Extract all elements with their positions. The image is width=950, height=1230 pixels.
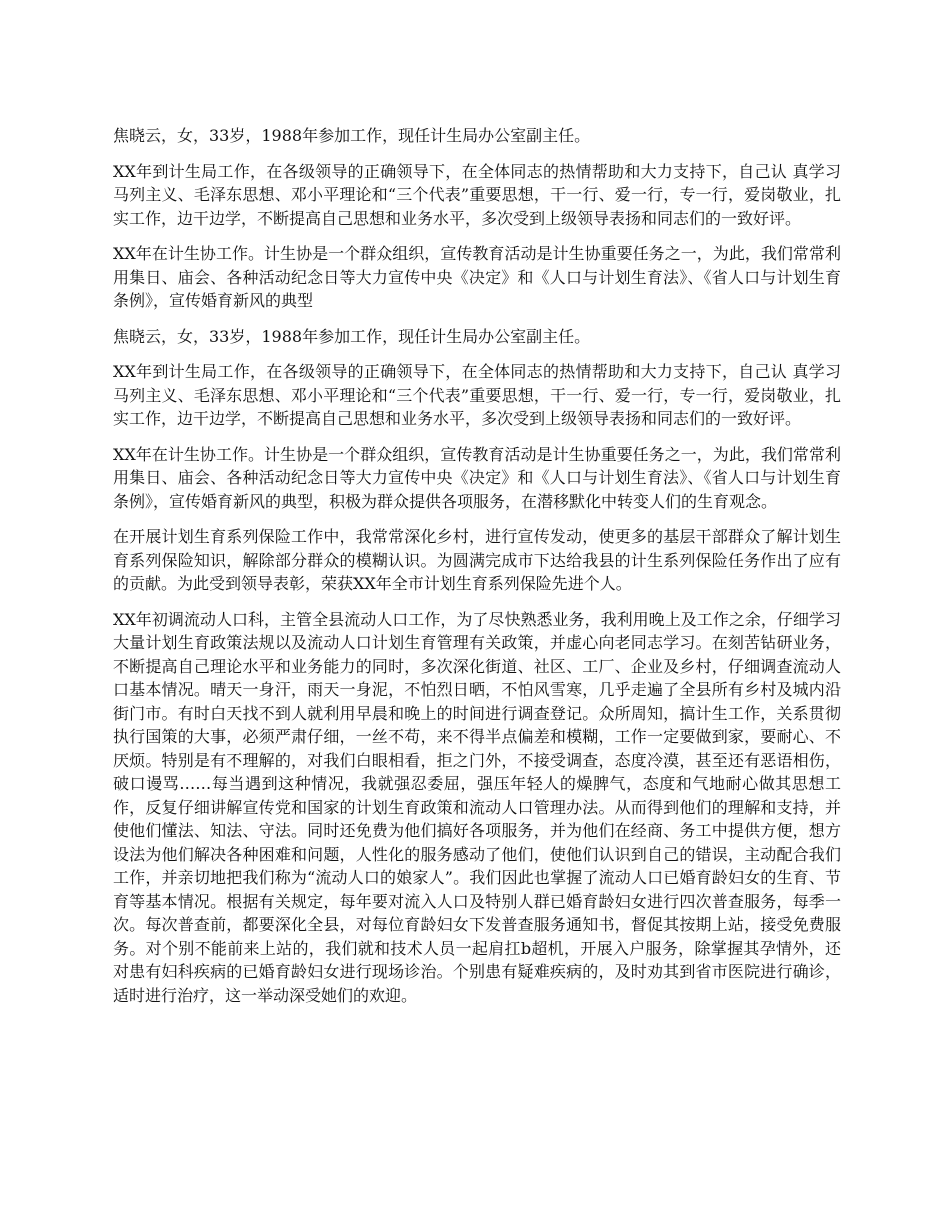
paragraph-2: XX年到计生局工作，在各级领导的正确领导下，在全体同志的热情帮助和大力支持下，自己认 真学习马列主义、毛泽东思想、邓小平理论和“三个代表”重要思想，干一行、爱一行，专一行，爱岗敬业，扎实工作，边干边学，不断提高自己思想和业务水平，多次受到上级领导表扬和同志们的一致好评。 bbox=[113, 161, 841, 228]
paragraph-5: XX年到计生局工作，在各级领导的正确领导下，在全体同志的热情帮助和大力支持下，自己认 真学习马列主义、毛泽东思想、邓小平理论和“三个代表”重要思想，干一行、爱一行，专一行，爱岗敬业，扎实工作，边干边学，不断提高自己思想和业务水平，多次受到上级领导表扬和同志们的一致好评。 bbox=[113, 362, 841, 428]
paragraph-3: XX年在计生协工作。计生协是一个群众组织，宣传教育活动是计生协重要任务之一，为此，我们常常利用集日、庙会、各种活动纪念日等大力宣传中央《决定》和《人口与计划生育法》、《省人口与计划生育条例》，宣传婚育新风的典型 bbox=[113, 244, 841, 310]
paragraph-1: 焦晓云，女，33岁，1988年参加工作，现任计生局办公室副主任。 bbox=[113, 126, 591, 145]
paragraph-4: 焦晓云，女，33岁，1988年参加工作，现任计生局办公室副主任。 bbox=[113, 326, 591, 346]
paragraph-6: XX年在计生协工作。计生协是一个群众组织，宣传教育活动是计生协重要任务之一，为此，我们常常利用集日、庙会、各种活动纪念日等大力宣传中央《决定》和《人口与计划生育法》、《省人口与计划生育条例》，宣传婚育新风的典型，积极为群众提供各项服务，在潜移默化中转变人们的生育观念。 bbox=[113, 444, 841, 511]
paragraph-8: XX年初调流动人口科，主管全县流动人口工作，为了尽快熟悉业务，我利用晚上及工作之余，仔细学习大量计划生育政策法规以及流动人口计划生育管理有关政策，并虚心向老同志学习。在刻苦钻研业务，不断提高自己理论水平和业务能力的同时，多次深化街道、社区、工厂、企业及乡村，仔细调查流动人口基本情况。晴天一身汗，雨天一身泥，不怕烈日晒，不怕风雪寒，几乎走遍了全县所有乡村及城内沿街门市。有时白天找不到人就利用早晨和晚上的时间进行调查登记。众所周知，搞计生工作，关系贯彻执行国策的大事，必须严肃仔细，一丝不苟，来不得半点偏差和模糊，工作一定要做到家，要耐心、不厌烦。特别是有不理解的，对我们白眼相看，拒之门外，不接受调查，态度冷漠，甚至还有恶语相伤，破口谩骂……每当遇到这种情况，我就强忍委屈，强压年轻人的燥脾气，态度和气地耐心做其思想工作，反复仔细讲解宣传党和国家的计划生育政策和流动人口管理办法。从而得到他们的理解和支持，并使他们懂法、知法、守法。同时还免费为他们搞好各项服务，并为他们在经商、务工中提供方便，想方设法为他们解决各种困难和问题，人性化的服务感动了他们，使他们认识到自己的错误，主动配合我们工作，并亲切地把我们称为“流动人口的娘家人”。我们因此也掌握了流动人口已婚育龄妇女的生育、节育等基本情况。根据有关规定，每年要对流入人口及特别人群已婚育龄妇女进行四次普查服务，每季一次。每次普查前，都要深化全县，对每位育龄妇女下发普查服务通知书，督促其按期上站，接受免费服务。对个别不能前来上站的，我们就和技术人员一起肩扛b超机，开展入户服务，除掌握其孕情外，还对患有妇科疾病的已婚育龄妇女进行现场诊治。个别患有疑难疾病的，及时劝其到省市医院进行确诊，适时进行治疗，这一举动深受她们的欢迎。 bbox=[113, 609, 841, 1005]
paragraph-7: 在开展计划生育系列保险工作中，我常常深化乡村，进行宣传发动，使更多的基层干部群众了解计划生育系列保险知识，解除部分群众的模糊认识。为圆满完成市下达给我县的计生系列保险任务作出了应有的贡献。为此受到领导表彰，荣获XX年全市计划生育系列保险先进个人。 bbox=[113, 527, 841, 593]
document-body bbox=[113, 124, 841, 1019]
